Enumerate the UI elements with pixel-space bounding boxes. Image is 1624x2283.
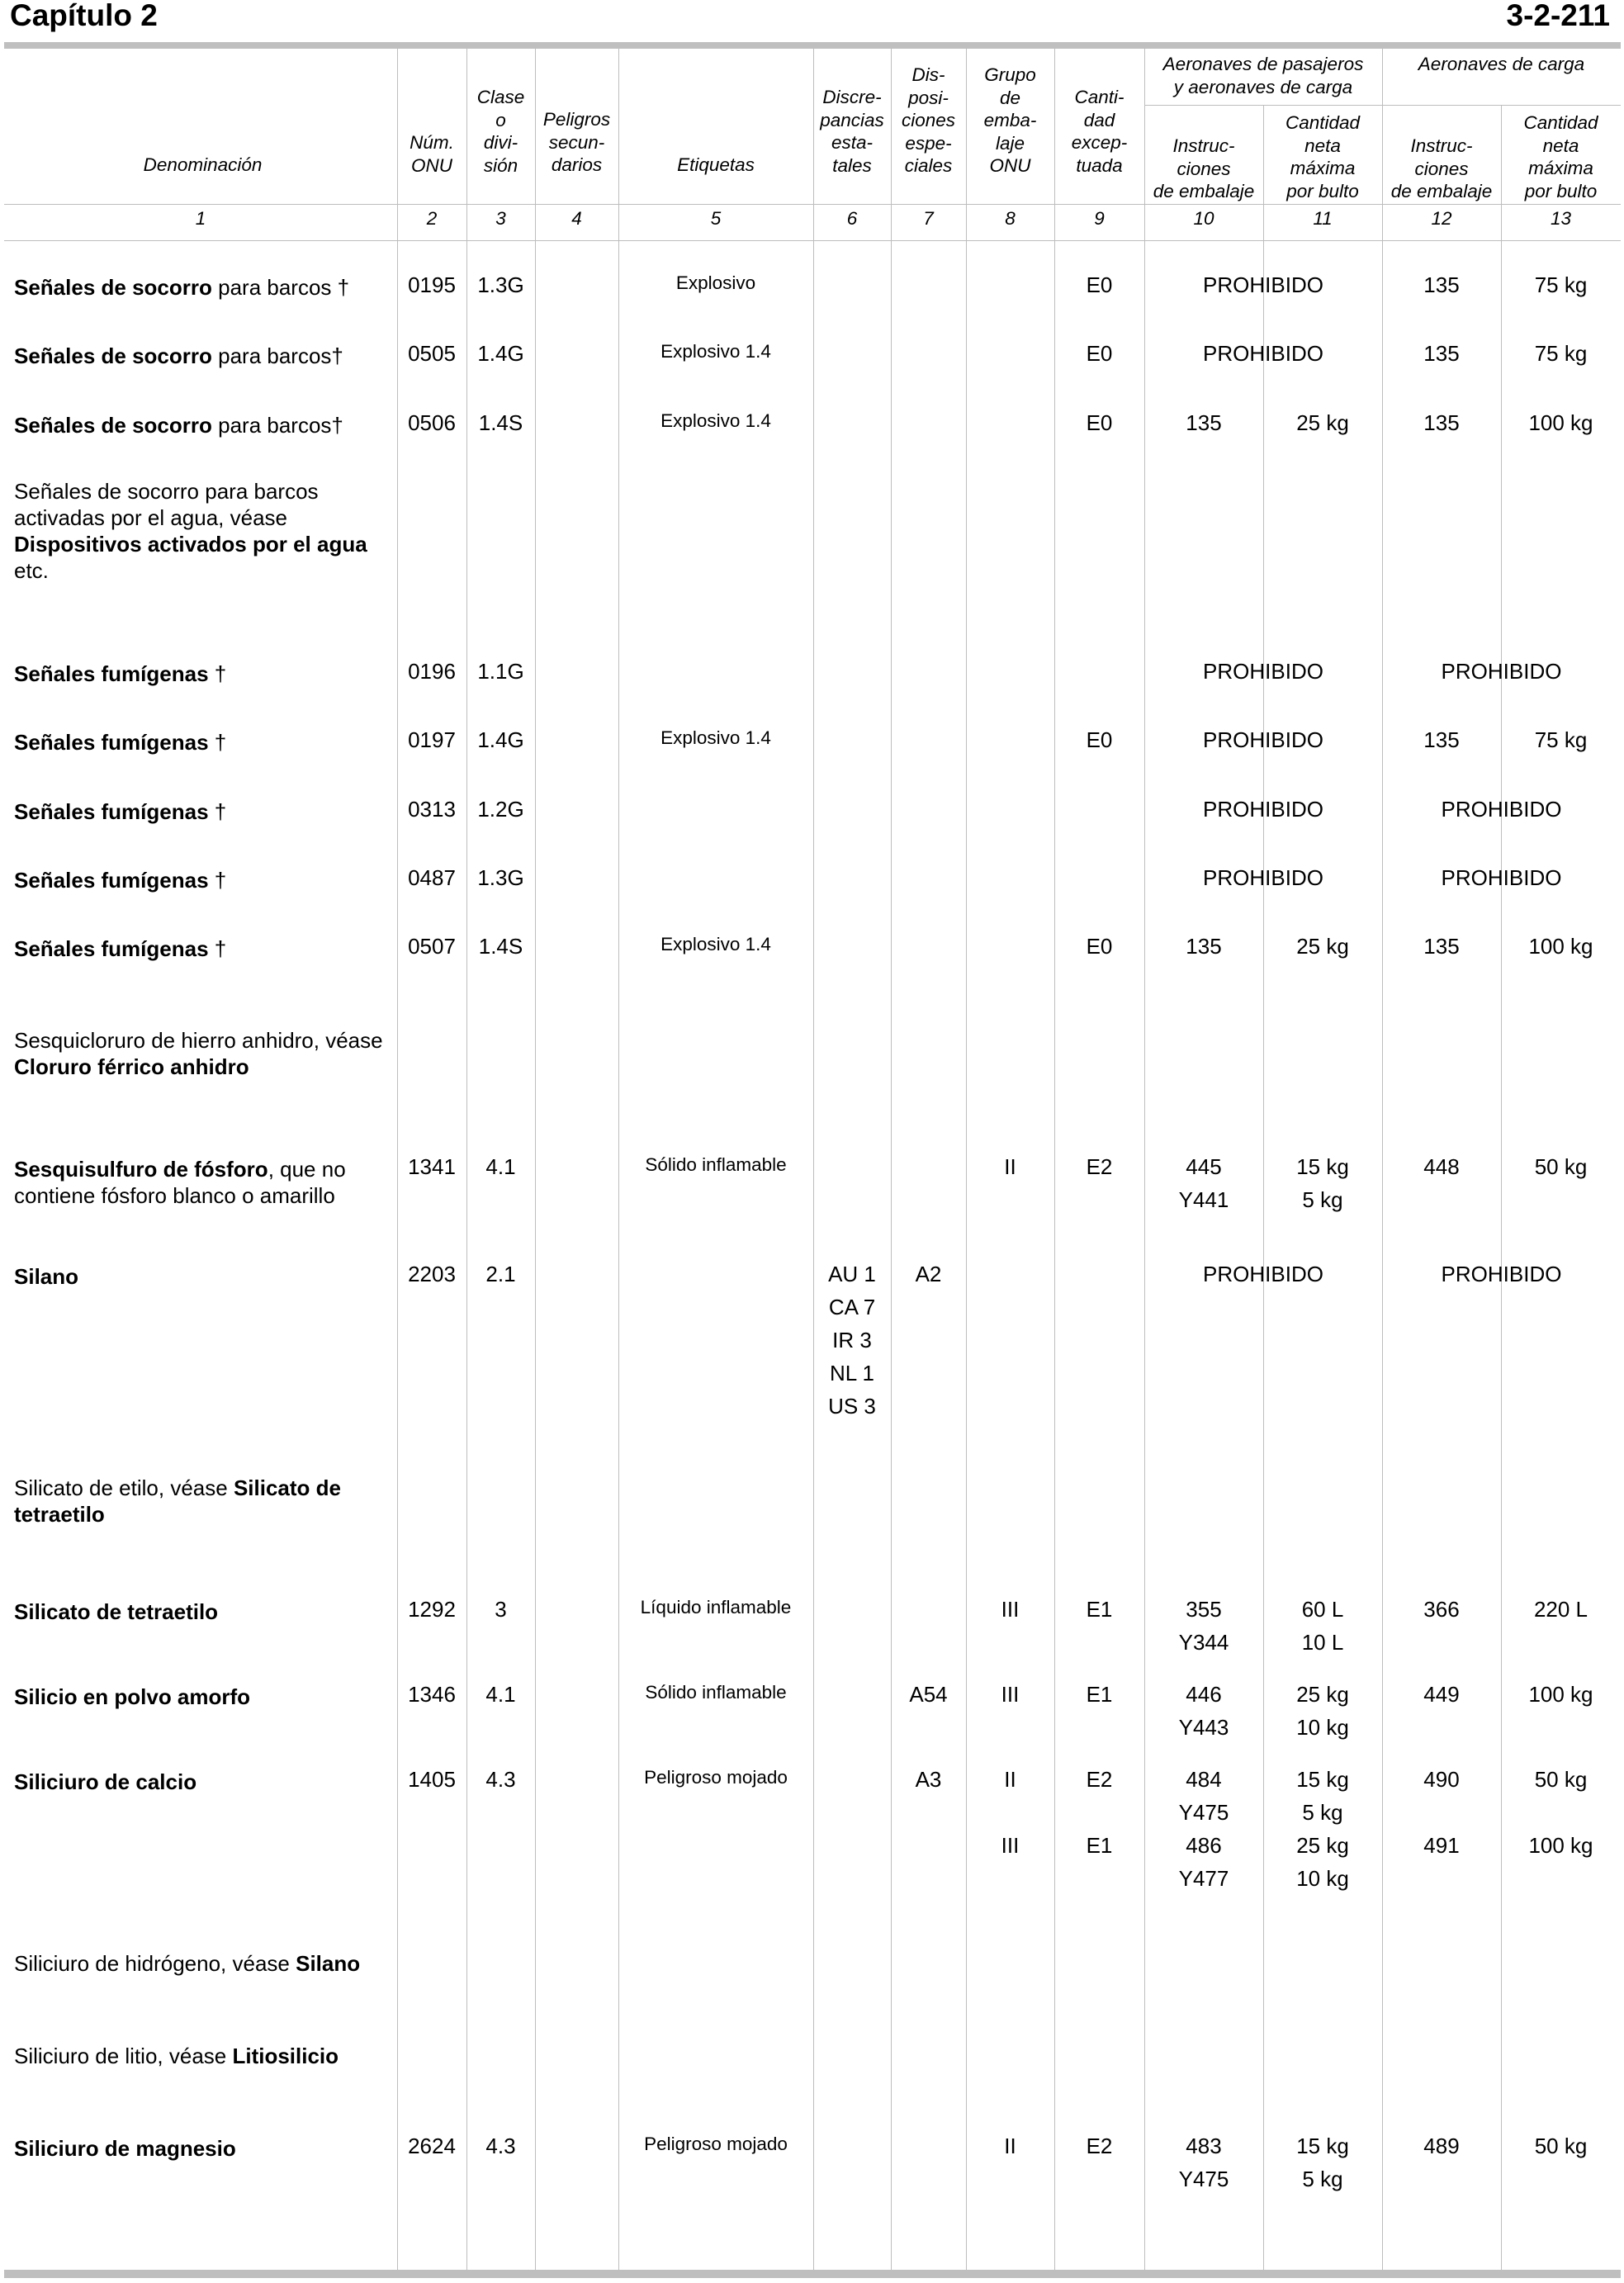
un-number: 0507 [408,934,456,959]
substance-name: Siliciuro de calcio [14,1769,197,1794]
row-divider [4,240,1621,241]
page-header [7,0,1617,43]
chapter-title: Capítulo 2 [10,0,158,32]
un-number: 2203 [408,1262,456,1286]
hazard-label: Peligroso mojado [644,2134,788,2154]
class-division: 4.1 [485,1682,516,1707]
excepted-quantity: E0 [1086,727,1113,752]
header-peligros: Peligros secun- darios [542,109,611,175]
class-division: 1.3G [477,272,524,297]
un-number: 0313 [408,797,456,822]
passenger-prohibited: PROHIBIDO [1203,1262,1323,1286]
cargo-prohibited: PROHIBIDO [1441,659,1562,684]
cargo-max-quantity: 100 kg [1528,1682,1593,1707]
header-denominacion: Denominación [143,154,263,175]
class-division: 4.1 [485,1154,516,1179]
passenger-prohibited: PROHIBIDO [1203,727,1323,752]
un-number: 1405 [408,1767,456,1792]
header-cantidad-neta-cargo: Cantidad neta máxima por bulto [1523,112,1598,201]
hazard-label: Explosivo [675,272,756,293]
column-number: 12 [1431,208,1452,229]
header-carga-group: Aeronaves de carga [1418,54,1585,74]
page-number: 3-2-211 [1506,0,1610,32]
column-number: 6 [846,208,858,229]
excepted-quantity: E0 [1086,341,1113,366]
header-etiquetas: Etiquetas [677,154,755,175]
class-division: 4.3 [485,2134,516,2158]
passenger-max-quantity: 25 kg [1296,934,1349,959]
passenger-packing-instruction: 445 Y441 [1178,1154,1229,1212]
header-clase: Clase o divi- sión [476,87,525,176]
substance-name: Silicato de etilo, véase Silicato de tetraetilo [14,1475,341,1527]
column-divider [813,49,814,2270]
substance-name: Señales de socorro para barcos† [14,343,343,368]
passenger-prohibited: PROHIBIDO [1203,865,1323,890]
passenger-max-quantity: 15 kg 5 kg 25 kg 10 kg [1296,1767,1349,1891]
excepted-quantity: E0 [1086,272,1113,297]
packing-group: II [1004,2134,1016,2158]
special-provisions: A54 [909,1682,948,1707]
un-number: 2624 [408,2134,456,2158]
un-number: 0505 [408,341,456,366]
cargo-packing-instruction: 135 [1423,341,1460,366]
hazard-label: Peligroso mojado [644,1767,788,1788]
packing-group: III [1001,1597,1020,1622]
cargo-packing-instruction: 135 [1423,934,1460,959]
column-number: 5 [710,208,722,229]
cargo-packing-instruction: 135 [1423,727,1460,752]
cargo-packing-instruction: 135 [1423,410,1460,435]
column-divider [535,49,536,2270]
packing-group: II III [1001,1767,1020,1858]
passenger-max-quantity: 25 kg [1296,410,1349,435]
column-number: 8 [1005,208,1016,229]
cargo-max-quantity: 50 kg [1534,2134,1588,2158]
cargo-max-quantity: 220 L [1533,1597,1588,1622]
passenger-packing-instruction: 483 Y475 [1178,2134,1229,2191]
substance-name: Señales fumígenas † [14,936,227,961]
cargo-max-quantity: 50 kg 100 kg [1528,1767,1593,1858]
passenger-prohibited: PROHIBIDO [1203,341,1323,366]
substance-name: Siliciuro de magnesio [14,2136,236,2161]
excepted-quantity: E0 [1086,410,1113,435]
state-variations: AU 1 CA 7 IR 3 NL 1 US 3 [828,1262,876,1419]
header-instrucciones-pax: Instruc- ciones de embalaje [1153,135,1255,201]
un-number: 1292 [408,1597,456,1622]
row-divider [4,204,1621,205]
class-division: 2.1 [485,1262,516,1286]
passenger-packing-instruction: 135 [1186,934,1222,959]
packing-group: III [1001,1682,1020,1707]
class-division: 1.3G [477,865,524,890]
cargo-packing-instruction: 490 491 [1423,1767,1460,1858]
passenger-packing-instruction: 355 Y344 [1178,1597,1229,1655]
substance-name: Señales fumígenas † [14,868,227,893]
packing-group: II [1004,1154,1016,1179]
substance-name: Señales fumígenas † [14,661,227,686]
substance-name: Señales fumígenas † [14,730,227,755]
column-number: 13 [1550,208,1572,229]
column-divider [891,49,892,2270]
column-number: 1 [195,208,206,229]
cargo-prohibited: PROHIBIDO [1441,797,1562,822]
substance-name: Señales de socorro para barcos activadas por el agua, véase Dispositivos activados por el agua etc. [14,479,367,583]
class-division: 4.3 [485,1767,516,1792]
special-provisions: A2 [915,1262,942,1286]
passenger-max-quantity: 25 kg 10 kg [1296,1682,1349,1740]
passenger-max-quantity: 60 L 10 L [1301,1597,1344,1655]
column-number: 9 [1094,208,1105,229]
substance-name: Silano [14,1264,79,1289]
class-division: 1.4G [477,727,524,752]
un-number: 0197 [408,727,456,752]
cargo-max-quantity: 75 kg [1534,341,1588,366]
passenger-prohibited: PROHIBIDO [1203,659,1323,684]
cargo-packing-instruction: 449 [1423,1682,1460,1707]
passenger-max-quantity: 15 kg 5 kg [1296,2134,1349,2191]
column-number: 7 [923,208,934,229]
substance-name: Señales de socorro para barcos † [14,275,350,300]
column-number: 11 [1313,208,1333,229]
row-divider [1144,105,1621,106]
header-instrucciones-cargo: Instruc- ciones de embalaje [1390,135,1493,201]
class-division: 3 [495,1597,507,1622]
un-number: 0487 [408,865,456,890]
un-number: 1341 [408,1154,456,1179]
cargo-prohibited: PROHIBIDO [1441,865,1562,890]
header-num-onu: Núm. ONU [410,132,454,176]
substance-name: Siliciuro de litio, véase Litiosilicio [14,2044,339,2068]
un-number: 0195 [408,272,456,297]
hazard-label: Explosivo 1.4 [660,410,771,431]
column-number: 10 [1193,208,1214,229]
header-disposiciones: Dis- posi- ciones espe- ciales [901,64,956,176]
hazard-label: Explosivo 1.4 [660,727,771,748]
passenger-prohibited: PROHIBIDO [1203,272,1323,297]
class-division: 1.4G [477,341,524,366]
class-division: 1.4S [478,934,523,959]
excepted-quantity: E2 [1086,2134,1113,2158]
substance-name: Sesquisulfuro de fósforo, que no contiene fósforo blanco o amarillo [14,1157,346,1208]
cargo-packing-instruction: 448 [1423,1154,1460,1179]
excepted-quantity: E2 [1086,1154,1113,1179]
cargo-packing-instruction: 489 [1423,2134,1460,2158]
cargo-packing-instruction: 366 [1423,1597,1460,1622]
cargo-max-quantity: 50 kg [1534,1154,1588,1179]
hazard-label: Líquido inflamable [640,1597,792,1618]
substance-name: Señales fumígenas † [14,799,227,824]
hazard-label: Sólido inflamable [645,1154,787,1175]
special-provisions: A3 [915,1767,942,1792]
substance-name: Siliciuro de hidrógeno, véase Silano [14,1951,361,1976]
hazard-label: Explosivo 1.4 [660,341,771,362]
header-discrepancias: Discre- pancias esta- tales [820,87,884,176]
substance-name: Silicio en polvo amorfo [14,1684,251,1709]
substance-name: Sesquicloruro de hierro anhidro, véase Cloruro férrico anhidro [14,1028,383,1079]
class-division: 1.2G [477,797,524,822]
un-number: 1346 [408,1682,456,1707]
header-cantidad-neta-pax: Cantidad neta máxima por bulto [1285,112,1361,201]
excepted-quantity: E1 [1086,1682,1113,1707]
hazard-label: Explosivo 1.4 [660,934,771,954]
passenger-prohibited: PROHIBIDO [1203,797,1323,822]
top-rule [4,42,1621,49]
header-pasajeros-group: Aeronaves de pasajeros y aeronaves de carga [1162,54,1364,97]
substance-name: Silicato de tetraetilo [14,1599,219,1624]
excepted-quantity: E1 [1086,1597,1113,1622]
un-number: 0196 [408,659,456,684]
cargo-max-quantity: 75 kg [1534,727,1588,752]
cargo-max-quantity: 100 kg [1528,934,1593,959]
column-number: 4 [571,208,582,229]
cargo-max-quantity: 75 kg [1534,272,1588,297]
excepted-quantity: E2 E1 [1086,1767,1113,1858]
cargo-prohibited: PROHIBIDO [1441,1262,1562,1286]
passenger-max-quantity: 15 kg 5 kg [1296,1154,1349,1212]
substance-name: Señales de socorro para barcos† [14,413,343,438]
excepted-quantity: E0 [1086,934,1113,959]
cargo-max-quantity: 100 kg [1528,410,1593,435]
passenger-packing-instruction: 446 Y443 [1178,1682,1229,1740]
header-grupo: Grupo de emba- laje ONU [983,64,1037,176]
header-cantidad: Canti- dad excep- tuada [1071,87,1128,176]
hazard-label: Sólido inflamable [645,1682,787,1703]
cargo-packing-instruction: 135 [1423,272,1460,297]
column-number: 3 [495,208,506,229]
column-number: 2 [426,208,438,229]
passenger-packing-instruction: 484 Y475 486 Y477 [1178,1767,1229,1891]
un-number: 0506 [408,410,456,435]
bottom-rule [4,2270,1621,2278]
class-division: 1.4S [478,410,523,435]
passenger-packing-instruction: 135 [1186,410,1222,435]
class-division: 1.1G [477,659,524,684]
